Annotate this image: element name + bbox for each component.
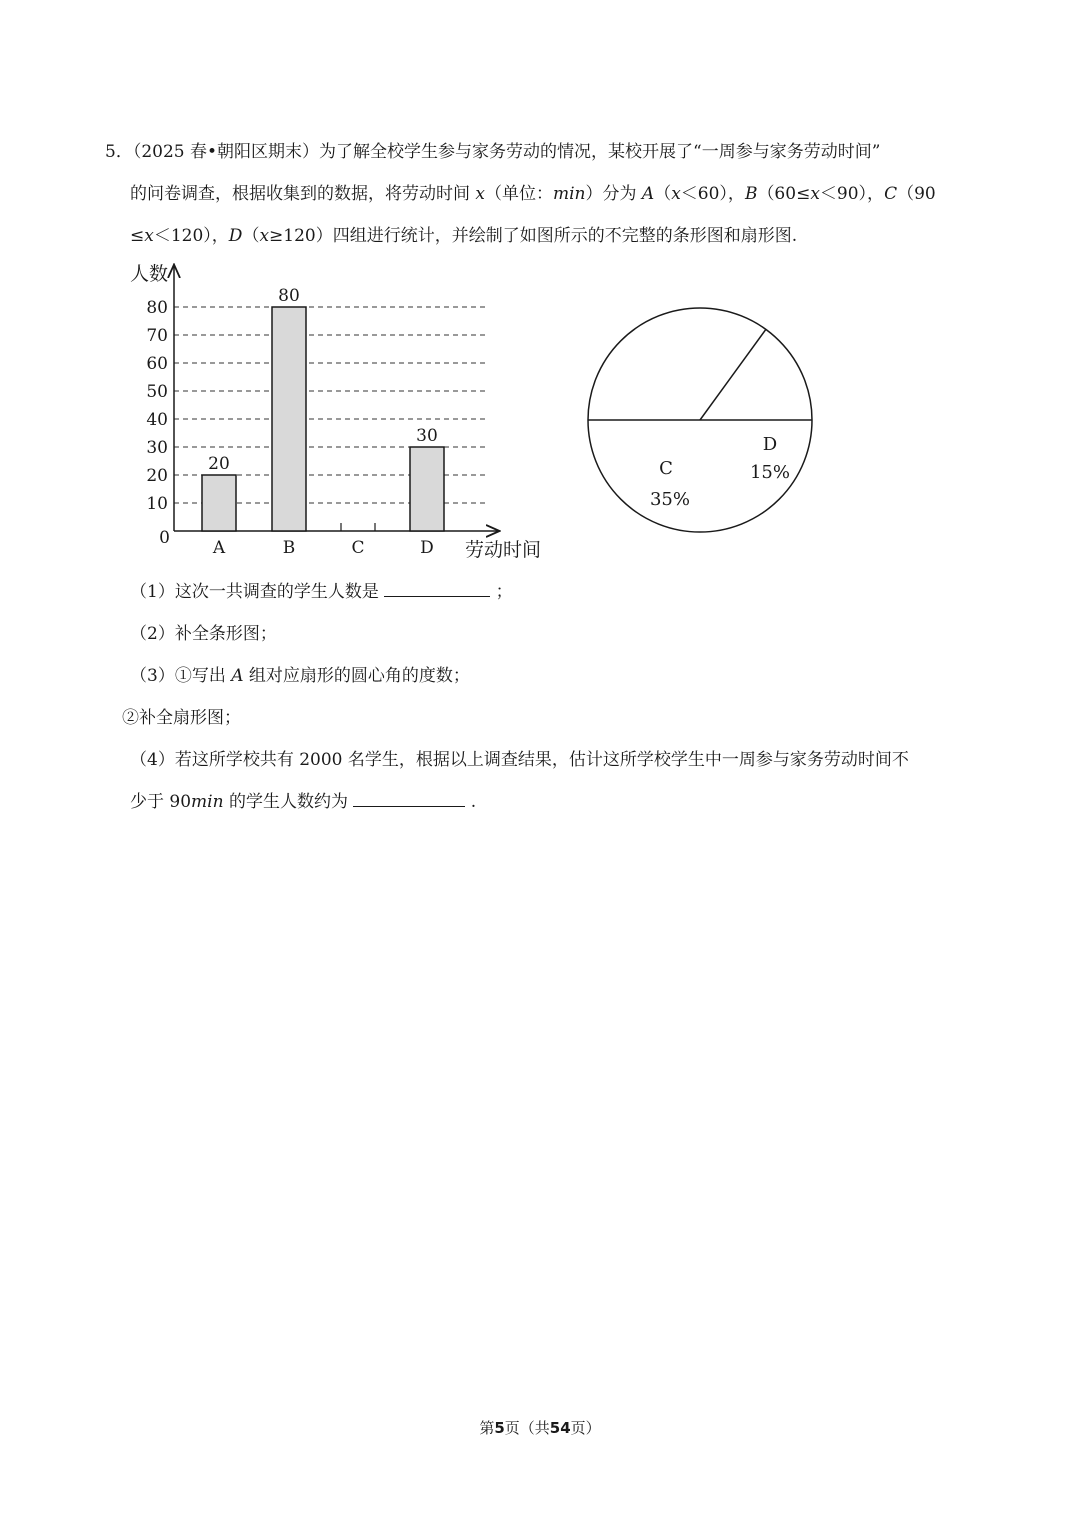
- subquestion-4-text: （4）若这所学校共有 2000 名学生，根据以上调查结果，估计这所学校学生中一周参与家务劳动时间不: [130, 750, 909, 770]
- question-line-2: [130, 182, 936, 206]
- intro-text: （: [654, 184, 672, 204]
- subquestion-4: [130, 748, 909, 772]
- subquestion-4-cont: [130, 790, 476, 814]
- x-tick-label: A: [212, 538, 226, 558]
- answer-blank-1[interactable]: [384, 580, 490, 597]
- intro-text: ＜120），: [153, 226, 229, 246]
- y-tick-label: 80: [146, 298, 168, 318]
- intro-text: ）分为: [585, 184, 642, 204]
- y-axis-label: 人数: [130, 263, 169, 285]
- intro-text: ≥120）四组进行统计，并绘制了如图所示的不完整的条形图和扇形图.: [269, 226, 798, 246]
- pie-slice-d-label: D: [762, 434, 778, 455]
- bar-value-label: 20: [208, 454, 230, 474]
- bar-b: [272, 307, 306, 531]
- x-axis-label: 劳动时间: [465, 539, 542, 561]
- var-x: x: [475, 184, 485, 204]
- subquestion-3-part-2: [122, 706, 241, 730]
- subquestion-3-text: 组对应扇形的圆心角的度数；: [243, 666, 470, 686]
- question-source: （2025 春•朝阳区期末）: [132, 142, 320, 162]
- intro-text: （60≤: [757, 184, 811, 204]
- footer-text: 页）: [570, 1419, 601, 1437]
- page-number: 5: [494, 1419, 505, 1437]
- intro-text: ＜60），: [680, 184, 745, 204]
- footer-text: 页（共: [504, 1419, 550, 1437]
- intro-text: （90: [897, 184, 936, 204]
- group-a: A: [641, 184, 655, 204]
- subquestion-3-var: A: [231, 666, 244, 686]
- question-line-3: [130, 224, 797, 248]
- subquestion-3: [130, 664, 470, 688]
- group-b: B: [744, 184, 758, 204]
- bar-chart: [120, 258, 560, 566]
- group-c: C: [884, 184, 898, 204]
- var-x: x: [671, 184, 681, 204]
- subquestion-1: [130, 580, 513, 604]
- bar-value-label: 30: [416, 426, 438, 446]
- intro-text: （单位：: [485, 184, 553, 204]
- page-total: 54: [549, 1419, 571, 1437]
- x-tick-label: C: [351, 538, 365, 558]
- subquestion-3-part-2-text: ②补全扇形图；: [122, 708, 241, 728]
- bar-d: [410, 447, 444, 531]
- subquestion-3-text: （3）①写出: [130, 666, 232, 686]
- subquestion-2-text: （2）补全条形图；: [130, 624, 277, 644]
- subquestion-1-text: （1）这次一共调查的学生人数是: [130, 582, 379, 602]
- var-x: x: [810, 184, 820, 204]
- answer-blank-2[interactable]: [353, 790, 465, 807]
- intro-text: ≤: [130, 226, 145, 246]
- subquestion-4-text: 的学生人数约为: [223, 792, 348, 812]
- subquestion-2: [130, 622, 277, 646]
- intro-text: 的问卷调查，根据收集到的数据，将劳动时间: [130, 184, 476, 204]
- y-tick-label: 0: [159, 528, 170, 548]
- bar-a: [202, 475, 236, 531]
- question-intro-text: 为了解全校学生参与家务劳动的情况，某校开展了“一周参与家务劳动时间”: [319, 142, 881, 162]
- y-tick-label: 10: [146, 494, 168, 514]
- var-x: x: [144, 226, 154, 246]
- group-d: D: [228, 226, 243, 246]
- question-number: 5．: [105, 142, 133, 162]
- y-tick-label: 70: [146, 326, 168, 346]
- y-tick-label: 30: [146, 438, 168, 458]
- pie-chart: [580, 300, 820, 540]
- unit-min: min: [553, 184, 586, 204]
- page-footer: [0, 1417, 1080, 1438]
- pie-slice-c-percent: 35%: [649, 489, 691, 510]
- subquestion-4-unit: min: [191, 792, 224, 812]
- pie-slice-c-label: C: [659, 458, 673, 479]
- intro-text: ＜90），: [819, 184, 885, 204]
- pie-slice-d-percent: 15%: [749, 462, 791, 483]
- var-x: x: [259, 226, 270, 246]
- y-tick-label: 40: [146, 410, 168, 430]
- bar-value-label: 80: [278, 286, 300, 306]
- y-tick-label: 20: [146, 466, 168, 486]
- y-tick-label: 60: [146, 354, 168, 374]
- question-line-1: [105, 140, 880, 164]
- x-tick-label: D: [420, 538, 434, 558]
- x-tick-label: B: [282, 538, 296, 558]
- pie-divider-c-d: [700, 329, 766, 420]
- y-tick-label: 50: [146, 382, 168, 402]
- subquestion-4-end: .: [470, 792, 477, 812]
- subquestion-4-text: 少于 90: [130, 792, 192, 812]
- footer-text: 第: [479, 1419, 495, 1437]
- subquestion-1-end: ；: [495, 582, 513, 602]
- intro-text: （: [242, 226, 260, 246]
